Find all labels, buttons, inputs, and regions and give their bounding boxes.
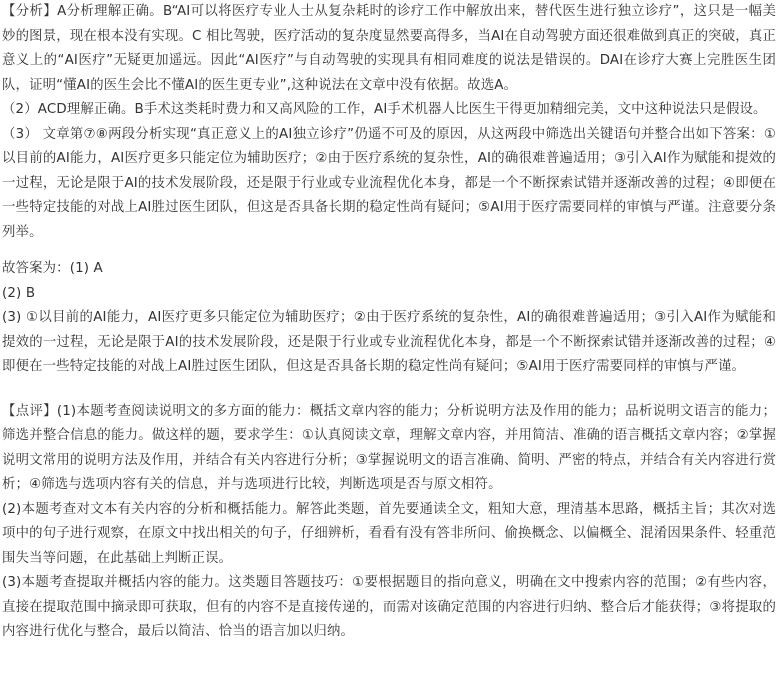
section-spacer: [2, 245, 776, 257]
answer-line-2: (2) B: [2, 285, 36, 301]
analysis-paragraph-1: 【分析】A分析理解正确。B“AI可以将医疗专业人士从复杂耗时的诊疗工作中解放出来，替代医生进行独立诊疗”，这只是一幅美妙的图景，现在根本没有实现。C 相比驾驶，医疗活动的复杂度显然要高得多，当AI在自动驾驶方面还很难做到真正的突破，真正意义上的“AI医疗”无疑更加遥远。因此“AI医疗”与自动驾驶的实现具有相同难度的说法是错误的。DAI在诊疗大赛上完胜医生团队，证明“懂AI的医生会比不懂AI的医生更专业”,这种说法在文章中没有依据。故选A。: [2, 4, 776, 93]
solution-document: [2, 0, 776, 645]
comment-section: [2, 400, 776, 645]
comment-paragraph-3: (3)本题考查提取并概括内容的能力。这类题目答题技巧：①要根据题目的指向意义，明确在文中搜索内容的范围；②有些内容，直接在提取范围中摘录即可获取，但有的内容不是直接传递的，而需对该确定范围的内容进行归纳、整合后才能获得；③将提取的内容进行优化与整合，最后以简洁、恰当的语言加以归纳。: [2, 575, 776, 639]
comment-paragraph-1: 【点评】(1)本题考查阅读说明文的多方面的能力：概括文章内容的能力；分析说明方法及作用的能力；品析说明文语言的能力；筛选并整合信息的能力。做这样的题，要求学生：①认真阅读文章，理解文章内容，并用简洁、准确的语言概括文章内容；②掌握说明文常用的说明方法及作用，并结合有关内容进行分析；③掌握说明文的语言准确、简明、严密的特点，并结合有关内容进行赏析；④筛选与选项内容有关的信息，并与选项进行比较，判断选项是否与原文相符。: [2, 403, 776, 492]
analysis-paragraph-3: （3） 文章第⑦⑧两段分析实现“真正意义上的AI独立诊疗”仍遥不可及的原因，从这两段中筛选出关键语句并整合出如下答案：①以目前的AI能力，AI医疗更多只能定位为辅助医疗；②由于医疗系统的复杂性，AI的确很难普遍适用；③引入AI作为赋能和提效的一过程，无论是限于AI的技术发展阶段，还是限于行业或专业流程优化本身，都是一个不断探索试错并逐渐改善的过程；④即便在一些特定技能的对战上AI胜过医生团队，但这是否具备长期的稳定性尚有疑问；⑤AI用于医疗需要同样的审慎与严谨。注意要分条列举。: [2, 126, 776, 240]
comment-paragraph-2: (2)本题考查对文本有关内容的分析和概括能力。解答此类题，首先要通读全文，粗知大意，理清基本思路，概括主旨；其次对选项中的句子进行观察，在原文中找出相关的句子，仔细辨析，看看有没有答非所问、偷换概念、以偏概全、混淆因果条件、轻重范围失当等问题，在此基础上判断正误。: [2, 501, 776, 566]
answer-section: [2, 257, 776, 380]
answer-line-1: 故答案为：(1) A: [2, 261, 103, 276]
analysis-section: [2, 0, 776, 245]
analysis-paragraph-2: （2）ACD理解正确。B手术这类耗时费力和又高风险的工作，AI手术机器人比医生干得更加精细完美，文中这种说法只是假设。: [2, 102, 767, 117]
answer-line-3: (3) ①以目前的AI能力，AI医疗更多只能定位为辅助医疗；②由于医疗系统的复杂性，AI的确很难普遍适用；③引入AI作为赋能和提效的一过程，无论是限于AI的技术发展阶段，还是限于行业或专业流程优化本身，都是一个不断探索试错并逐渐改善的过程；④即便在一些特定技能的对战上AI胜过医生团队，但这是否具备长期的稳定性尚有疑问；⑤AI用于医疗需要同样的审慎与严谨。: [2, 310, 776, 374]
section-spacer: [2, 380, 776, 400]
